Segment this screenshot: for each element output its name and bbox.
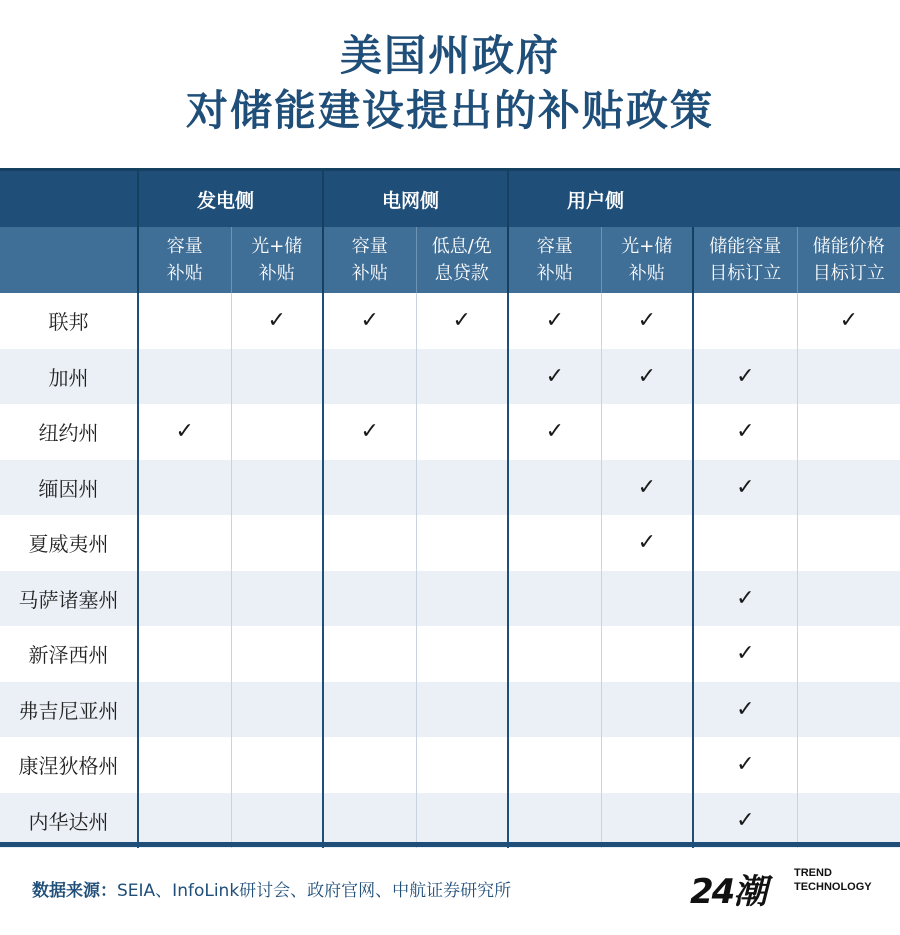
- policy-cell: [601, 682, 693, 738]
- check-mark: ✓: [736, 752, 755, 778]
- title-line-2: 对储能建设提出的补贴政策: [185, 86, 714, 135]
- policy-cell: [323, 793, 416, 849]
- policy-cell: [416, 571, 508, 627]
- check-mark: ✓: [637, 308, 656, 334]
- logo-mark: 24潮: [690, 872, 766, 912]
- group-header-row: [0, 170, 900, 228]
- policy-cell: [231, 349, 323, 405]
- policy-cell: [508, 404, 601, 460]
- policy-cell: [231, 793, 323, 849]
- policy-cell: [231, 571, 323, 627]
- policy-cell: [797, 349, 900, 405]
- policy-cell: [797, 571, 900, 627]
- table-row: [0, 404, 900, 460]
- policy-cell: [231, 515, 323, 571]
- check-mark: ✓: [736, 419, 755, 445]
- page-title: [0, 28, 900, 138]
- state-name: 康涅狄格州: [0, 737, 138, 793]
- check-mark: ✓: [545, 419, 564, 445]
- policy-cell: [508, 515, 601, 571]
- logo-text: [794, 866, 872, 894]
- policy-cell: [323, 515, 416, 571]
- policy-cell: [416, 349, 508, 405]
- policy-cell: [797, 515, 900, 571]
- policy-cell: [231, 460, 323, 516]
- policy-cell: [508, 460, 601, 516]
- table-row: [0, 682, 900, 738]
- policy-cell: [231, 737, 323, 793]
- check-mark: ✓: [736, 474, 755, 500]
- state-name: 弗吉尼亚州: [0, 682, 138, 738]
- table-row: [0, 626, 900, 682]
- check-mark: ✓: [736, 696, 755, 722]
- policy-cell: [323, 460, 416, 516]
- policy-cell: [323, 682, 416, 738]
- check-mark: ✓: [736, 363, 755, 389]
- check-mark: ✓: [545, 363, 564, 389]
- policy-cell: [323, 626, 416, 682]
- check-mark: ✓: [637, 530, 656, 556]
- check-mark: ✓: [736, 807, 755, 833]
- state-name: 加州: [0, 349, 138, 405]
- data-source-text: SEIA、InfoLink研讨会、政府官网、中航证券研究所: [117, 881, 512, 901]
- policy-cell: [601, 571, 693, 627]
- policy-cell: [323, 349, 416, 405]
- policy-cell: [693, 349, 797, 405]
- check-mark: ✓: [267, 308, 286, 334]
- policy-cell: [508, 349, 601, 405]
- policy-cell: [231, 293, 323, 349]
- table-row: [0, 515, 900, 571]
- sub-header: 储能价格 目标订立: [797, 227, 900, 293]
- policy-cell: [601, 515, 693, 571]
- data-source: [32, 876, 511, 901]
- check-mark: ✓: [736, 641, 755, 667]
- logo-line-2: TECHNOLOGY: [794, 881, 872, 893]
- table-row: [0, 293, 900, 349]
- policy-cell: [138, 349, 231, 405]
- policy-cell: [323, 571, 416, 627]
- policy-cell: [416, 626, 508, 682]
- sub-header: 光+储 补贴: [231, 227, 323, 293]
- policy-cell: [416, 460, 508, 516]
- check-mark: ✓: [839, 308, 858, 334]
- policy-cell: [508, 737, 601, 793]
- policy-cell: [416, 293, 508, 349]
- check-mark: ✓: [545, 308, 564, 334]
- table-row: [0, 571, 900, 627]
- policy-cell: [601, 293, 693, 349]
- check-mark: ✓: [637, 363, 656, 389]
- title-line-1: 美国州政府: [339, 31, 560, 80]
- check-mark: ✓: [175, 419, 194, 445]
- policy-cell: [138, 626, 231, 682]
- policy-cell: [138, 793, 231, 849]
- policy-cell: [138, 404, 231, 460]
- policy-cell: [601, 349, 693, 405]
- policy-cell: [138, 737, 231, 793]
- sub-header-row: [0, 227, 900, 293]
- policy-cell: [138, 682, 231, 738]
- policy-cell: [693, 293, 797, 349]
- policy-cell: [797, 793, 900, 849]
- check-mark: ✓: [360, 419, 379, 445]
- policy-cell: [323, 737, 416, 793]
- subsidy-policy-table: [0, 168, 900, 848]
- policy-cell: [797, 293, 900, 349]
- policy-cell: [797, 682, 900, 738]
- state-name: 新泽西州: [0, 626, 138, 682]
- state-name: 缅因州: [0, 460, 138, 516]
- policy-cell: [323, 293, 416, 349]
- policy-cell: [601, 626, 693, 682]
- policy-cell: [601, 793, 693, 849]
- policy-cell: [797, 404, 900, 460]
- policy-cell: [601, 460, 693, 516]
- logo-line-1: TREND: [794, 867, 832, 879]
- table-row: [0, 460, 900, 516]
- state-name: 马萨诸塞州: [0, 571, 138, 627]
- policy-cell: [138, 293, 231, 349]
- sub-header: 储能容量 目标订立: [693, 227, 797, 293]
- policy-cell: [797, 737, 900, 793]
- table-bottom-rule: [0, 842, 900, 847]
- sub-header: 容量 补贴: [508, 227, 601, 293]
- check-mark: ✓: [452, 308, 471, 334]
- policy-cell: [416, 404, 508, 460]
- check-mark: ✓: [736, 585, 755, 611]
- policy-cell: [693, 571, 797, 627]
- policy-cell: [231, 626, 323, 682]
- policy-cell: [508, 293, 601, 349]
- state-name: 联邦: [0, 293, 138, 349]
- policy-cell: [138, 460, 231, 516]
- group-generation-side: 发电侧: [138, 170, 323, 228]
- policy-cell: [508, 682, 601, 738]
- policy-cell: [693, 682, 797, 738]
- policy-cell: [797, 460, 900, 516]
- policy-cell: [416, 682, 508, 738]
- policy-cell: [693, 460, 797, 516]
- policy-cell: [138, 571, 231, 627]
- policy-cell: [693, 404, 797, 460]
- policy-cell: [693, 626, 797, 682]
- policy-cell: [416, 515, 508, 571]
- group-user-side: 用户侧: [508, 170, 900, 228]
- state-name: 内华达州: [0, 793, 138, 849]
- brand-logo: [690, 862, 880, 912]
- sub-header: 光+储 补贴: [601, 227, 693, 293]
- policy-cell: [416, 793, 508, 849]
- policy-cell: [508, 571, 601, 627]
- policy-cell: [508, 626, 601, 682]
- policy-cell: [323, 404, 416, 460]
- policy-cell: [508, 793, 601, 849]
- check-mark: ✓: [360, 308, 379, 334]
- state-name: 纽约州: [0, 404, 138, 460]
- corner-cell-sub: [0, 227, 138, 293]
- data-source-label: 数据来源：: [32, 881, 117, 901]
- table-row: [0, 349, 900, 405]
- policy-cell: [797, 626, 900, 682]
- policy-cell: [138, 515, 231, 571]
- group-grid-side: 电网侧: [323, 170, 508, 228]
- table-row: [0, 737, 900, 793]
- policy-cell: [601, 404, 693, 460]
- policy-cell: [693, 793, 797, 849]
- policy-cell: [693, 737, 797, 793]
- table-row: [0, 793, 900, 849]
- policy-cell: [231, 404, 323, 460]
- sub-header: 容量 补贴: [323, 227, 416, 293]
- policy-cell: [231, 682, 323, 738]
- policy-cell: [601, 737, 693, 793]
- check-mark: ✓: [637, 474, 656, 500]
- policy-cell: [416, 737, 508, 793]
- policy-cell: [693, 515, 797, 571]
- sub-header: 低息/免 息贷款: [416, 227, 508, 293]
- state-name: 夏威夷州: [0, 515, 138, 571]
- sub-header: 容量 补贴: [138, 227, 231, 293]
- corner-cell: [0, 170, 138, 228]
